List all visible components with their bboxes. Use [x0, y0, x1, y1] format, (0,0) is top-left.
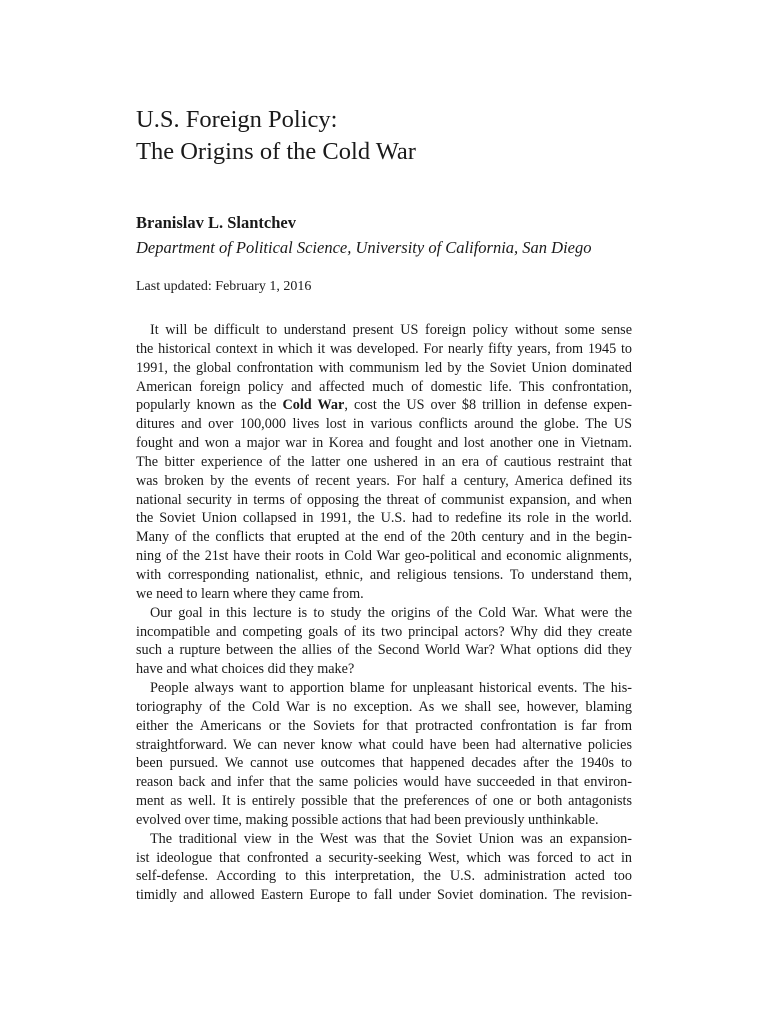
- paragraph-line: toriography of the Cold War is no exception. As we shall see, however, blaming: [136, 698, 632, 715]
- paragraph-line: ditures and over 100,000 lives lost in various conflicts around the globe. The US: [136, 416, 632, 433]
- paragraph-line: Many of the conflicts that erupted at the end of the 20th century and in the begin-: [136, 529, 632, 546]
- paragraph-line: national security in terms of opposing the threat of communist expansion, and when: [136, 491, 632, 508]
- paragraph: [136, 830, 632, 905]
- paragraph-line: timidly and allowed Eastern Europe to fall under Soviet domination. The revision-: [136, 887, 632, 904]
- last-updated: Last updated: February 1, 2016: [136, 279, 312, 294]
- paragraph-line: with corresponding nationalist, ethnic, and religious tensions. To understand them,: [136, 566, 632, 583]
- paragraph-line: American foreign policy and affected much of domestic life. This confrontation,: [136, 378, 632, 395]
- paragraph-line: we need to learn where they came from.: [136, 585, 364, 602]
- body-text: [136, 321, 632, 905]
- paragraph-line: 1991, the global confrontation with communism led by the Soviet Union dominated: [136, 359, 632, 376]
- paragraph-line: Our goal in this lecture is to study the origins of the Cold War. What were the: [150, 604, 632, 621]
- paragraph-line: the historical context in which it was developed. For nearly fifty years, from 1945 to: [136, 340, 632, 357]
- paragraph: [136, 604, 632, 679]
- paragraph-line: either the Americans or the Soviets for that protracted confrontation is far from: [136, 717, 632, 734]
- paragraph-line: reason back and infer that the same policies would have succeeded in that environ-: [136, 774, 632, 791]
- paragraph-line: straightforward. We can never know what could have been had alternative policies: [136, 736, 632, 753]
- paragraph-line: evolved over time, making possible actions that had been previously unthinkable.: [136, 811, 599, 828]
- paragraph-line: It will be difficult to understand present US foreign policy without some sense: [150, 322, 632, 338]
- paragraph-line: incompatible and competing goals of its two principal actors? Why did they create: [136, 623, 632, 640]
- paragraph-line: the Soviet Union collapsed in 1991, the U.S. had to redefine its role in the world.: [136, 510, 632, 527]
- paragraph: [136, 679, 632, 830]
- paragraph: [136, 321, 632, 604]
- paragraph-line: ist ideologue that confronted a security-seeking West, which was forced to act in: [136, 849, 632, 866]
- title-line-1: U.S. Foreign Policy:: [136, 106, 338, 133]
- author-name: Branislav L. Slantchev: [136, 213, 296, 232]
- paragraph-line: fought and won a major war in Korea and fought and lost another one in Vietnam.: [136, 435, 632, 452]
- author-affiliation: Department of Political Science, University of California, San Diego: [136, 238, 592, 257]
- paragraph-line: ning of the 21st have their roots in Cold War geo-political and economic alignments,: [136, 548, 632, 565]
- line-text: popularly known as the: [136, 397, 283, 414]
- paragraph-line: ment as well. It is entirely possible that the preferences of one or both antagonists: [136, 793, 632, 810]
- paragraph-line: The bitter experience of the latter one ushered in an era of cautious restraint that: [136, 453, 632, 470]
- paragraph-line: self-defense. According to this interpretation, the U.S. administration acted too: [136, 868, 632, 885]
- paragraph-line: The traditional view in the West was that the Soviet Union was an expansion-: [150, 830, 632, 847]
- paragraph-line: have and what choices did they make?: [136, 661, 355, 678]
- line-text: , cost the US over $8 trillion in defense expen-: [344, 397, 632, 414]
- document-page: [136, 104, 632, 905]
- paragraph-line: such a rupture between the allies of the Second World War? What options did they: [136, 642, 632, 659]
- title-line-2: The Origins of the Cold War: [136, 138, 416, 165]
- paragraph-line: was broken by the events of recent years. For half a century, America defined its: [136, 472, 632, 489]
- key-term: Cold War: [282, 397, 345, 414]
- paragraph-line: [136, 396, 632, 415]
- paragraph-line: been pursued. We cannot use outcomes that happened decades after the 1940s to: [136, 755, 632, 772]
- document-title: [136, 104, 632, 168]
- paragraph-line: People always want to apportion blame for unpleasant historical events. The his-: [150, 680, 632, 697]
